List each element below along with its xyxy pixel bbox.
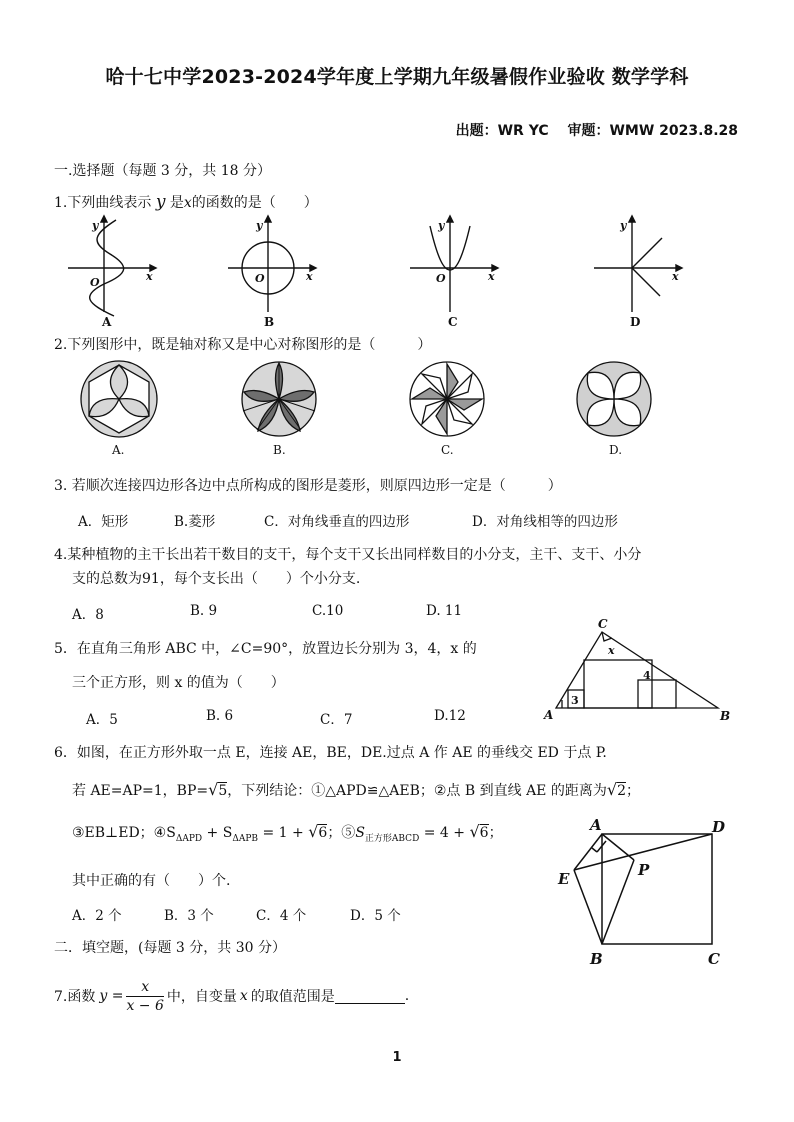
q1d-axis-y: y: [620, 219, 627, 232]
q6-line3: ③EB⊥ED；$④S_{\Delta APD} + S_{\Delta APB} = 1 + √6$；$⑤S_{正方形ABCD} = 4 + √6$；: [72, 822, 503, 844]
q3-stem: 3. 若顺次连接四边形各边中点所构成的图形是菱形，则原四边形一定是（ ）: [54, 478, 562, 494]
q1-graph-b: [228, 216, 316, 329]
q1-stem-a: 1.下列曲线表示: [54, 195, 152, 211]
q7-answer-blank[interactable]: [335, 989, 405, 1004]
q3-option-a: A．矩形: [78, 514, 129, 530]
q1-graph-a: [68, 216, 156, 329]
q6-eq1: = 1 +: [258, 825, 309, 841]
q5-label-c: C: [598, 617, 608, 631]
q3-option-b: B.菱形: [174, 514, 216, 530]
q4-option-d: D. 11: [426, 603, 463, 619]
q6-line3-a: ③EB⊥ED；④: [72, 825, 167, 841]
q6-option-a: A．2 个: [72, 908, 122, 924]
q1a-axis-x: x: [146, 270, 153, 283]
q6-semi-end: ；: [488, 825, 503, 841]
q7-end: .: [404, 988, 410, 1004]
q6-option-d: D．5 个: [350, 908, 401, 924]
q5-triangle-figure: [538, 614, 738, 726]
q1-var-x: x: [183, 195, 192, 211]
q2-stem: 2.下列图形中，既是轴对称又是中心对称图形的是（ ）: [54, 337, 432, 353]
q2-figure-b: [242, 362, 316, 457]
q1-var-y: y: [155, 192, 166, 212]
q6-label-e: E: [558, 870, 570, 888]
q5-line1: 5．在直角三角形 ABC 中，∠C=90°，放置边长分别为 3，4，x 的: [54, 641, 477, 657]
q4-line2: 支的总数为91，每个支长出（ ）个小分支.: [72, 571, 361, 587]
q6-semi: ；⑤: [327, 825, 356, 841]
q1-stem-b: 是: [169, 195, 184, 211]
q6-sub-sq: 正方形ABCD: [364, 833, 420, 844]
q1b-axis-x: x: [306, 270, 313, 283]
q5-option-b: B. 6: [206, 708, 234, 724]
q6-label-p: P: [638, 861, 650, 879]
q3-option-c: C．对角线垂直的四边形: [264, 514, 410, 530]
q1a-origin: O: [90, 276, 100, 289]
q6-eq2: = 4 +: [419, 825, 470, 841]
q6-sqrt2: 2: [617, 783, 626, 799]
q6-sub-apb: ΔAPB: [232, 833, 259, 844]
q4-option-c: C.10: [312, 603, 344, 619]
q6-line2-c: ；: [625, 783, 640, 799]
q6-option-c: C．4 个: [256, 908, 307, 924]
q5-label-b: B: [720, 709, 731, 723]
q6-sqrt5: 5: [218, 783, 228, 799]
q6-sqrt6-b: 6: [479, 825, 489, 841]
q7-prefix: 7.函数: [54, 989, 96, 1005]
q7-denominator: x − 6: [126, 997, 164, 1014]
q5-option-c: C．7: [320, 712, 353, 728]
exam-meta: [442, 120, 738, 140]
q6-label-d: D: [712, 818, 726, 836]
q5-line2: 三个正方形，则 x 的值为（ ）: [72, 675, 285, 691]
q6-line2: 若 AE=AP=1，BP=√5，下列结论：①△APD≌△AEB；②点 B 到直线 AE 的距离为√2；: [72, 780, 640, 799]
q5-label-a: A: [544, 708, 554, 722]
q1a-axis-y: y: [92, 219, 99, 232]
q2-figure-d: [577, 362, 651, 457]
section1-heading: 一.选择题（每题 3 分，共 18 分）: [54, 163, 271, 179]
q1-option-b: B: [264, 315, 275, 329]
q1b-axis-y: y: [256, 219, 263, 232]
page-title: 哈十七中学2023-2024学年度上学期九年级暑假作业验收 数学学科: [105, 66, 689, 88]
q5-label-3: 3: [571, 694, 579, 707]
q1-graph-d: [594, 216, 682, 329]
page-number: 1: [392, 1050, 402, 1065]
q6-s2: S: [222, 825, 233, 841]
section2-heading: 二．填空题，(每题 3 分，共 30 分）: [54, 940, 286, 956]
q5-label-4: 4: [643, 669, 651, 682]
q2-figure-c: [410, 362, 484, 457]
q6-square-figure: [548, 810, 744, 972]
q1-graph-c: [410, 216, 498, 329]
q1c-axis-x: x: [488, 270, 495, 283]
q7-line: [54, 972, 409, 1020]
q1-option-d: D: [630, 315, 641, 329]
q6-line2-b: ，下列结论：①△APD≌△AEB；②点 B 到直线 AE 的距离为: [227, 783, 607, 799]
q1d-axis-x: x: [672, 270, 679, 283]
q1-option-c: C: [448, 315, 458, 329]
q1-stem-c: 的函数的是（ ）: [191, 195, 318, 211]
setter-label: 出题：WR YC: [455, 123, 549, 139]
q6-plus: +: [202, 825, 223, 841]
q7-var-x: x: [239, 988, 248, 1004]
q6-sqrt6-a: 6: [318, 825, 328, 841]
q6-s1: S: [166, 825, 176, 841]
q5-label-x: x: [608, 644, 615, 657]
q2-option-a: A.: [112, 443, 125, 457]
q2-option-d: D.: [609, 443, 623, 457]
q6-label-a: A: [590, 816, 602, 834]
q4-option-b: B. 9: [190, 603, 218, 619]
q5-option-d: D.12: [434, 708, 466, 724]
q3-option-d: D．对角线相等的四边形: [472, 514, 618, 530]
q6-line1: 6．如图，在正方形外取一点 E，连接 AE，BE，DE.过点 A 作 AE 的垂线交 ED 于点 P.: [54, 745, 607, 761]
q2-option-b: B.: [273, 443, 286, 457]
q4-line1: 4.某种植物的主干长出若干数目的支干，每个支干又长出同样数目的小分支，主干、支干、小分: [54, 547, 642, 563]
q6-label-c: C: [708, 950, 720, 968]
q1c-origin: O: [436, 272, 446, 285]
reviewer-label: 审题：WMW 2023.8.28: [567, 123, 738, 139]
q7-numerator: x: [126, 978, 163, 997]
q7-suffix: 的取值范围是: [250, 989, 335, 1005]
q6-line2-a: 若 AE=AP=1，BP=: [72, 783, 209, 799]
q1-stem: [54, 192, 318, 212]
q1-option-a: A: [102, 315, 112, 329]
q2-figure-a: [81, 361, 157, 457]
q7-mid: 中，自变量: [166, 989, 237, 1005]
q2-option-c: C.: [441, 443, 454, 457]
q4-option-a: A．8: [72, 607, 104, 623]
q1c-axis-y: y: [438, 219, 445, 232]
q1-graphs: [54, 212, 704, 330]
q7-y-eq: y =: [99, 988, 124, 1004]
q5-option-a: A．5: [86, 712, 118, 728]
q1b-origin: O: [255, 272, 265, 285]
q7-fraction: [126, 978, 163, 1015]
q6-label-b: B: [590, 950, 603, 968]
q6-s3: S: [355, 825, 365, 841]
q6-sub-apd: ΔAPD: [175, 833, 203, 844]
q2-figures: [54, 354, 704, 462]
q6-option-b: B．3 个: [164, 908, 214, 924]
q6-line4: 其中正确的有（ ）个.: [72, 873, 231, 889]
